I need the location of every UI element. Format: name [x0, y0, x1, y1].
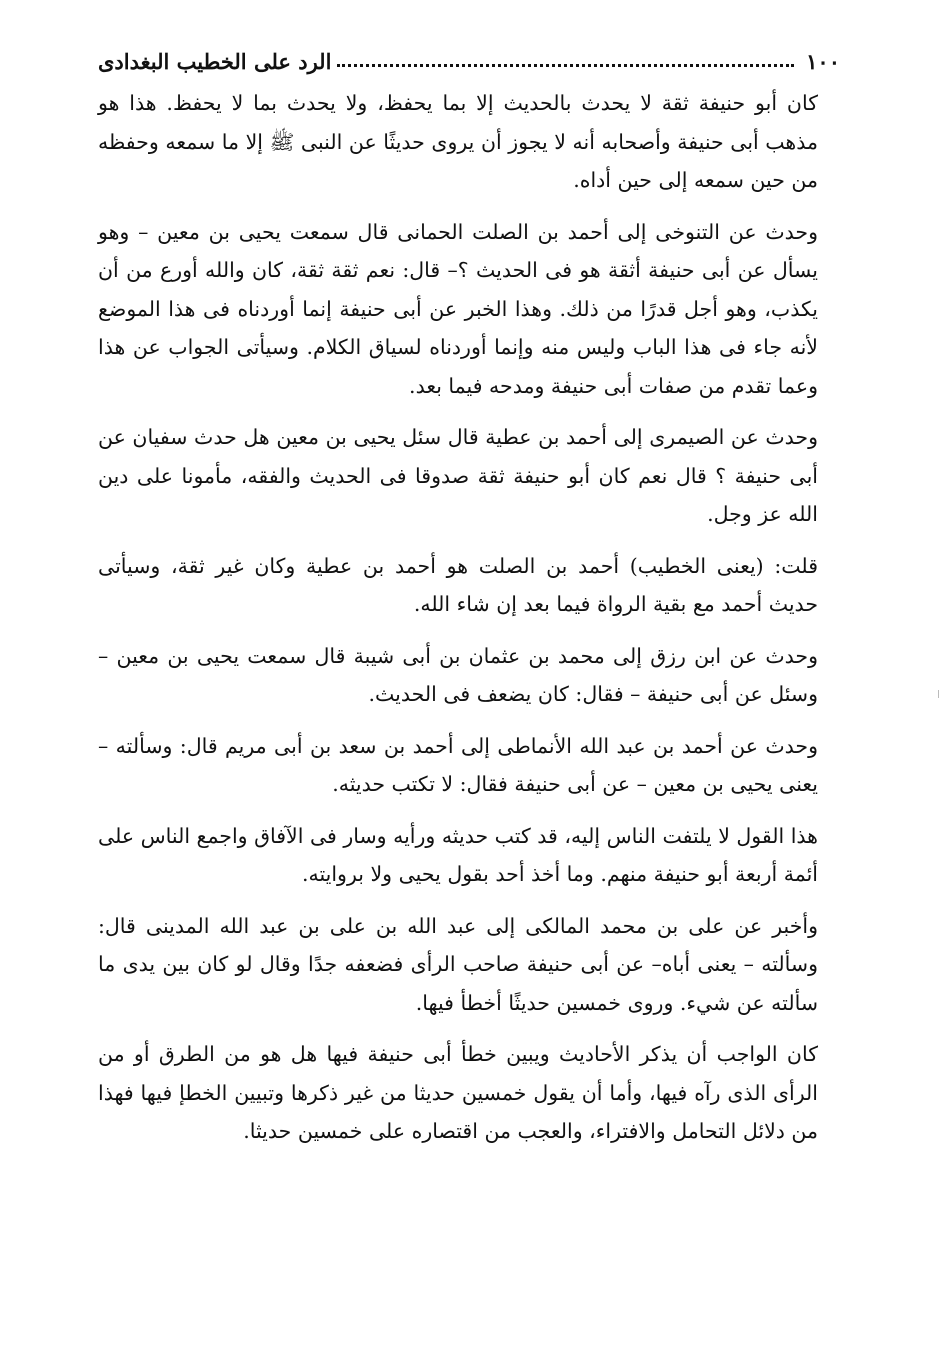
paragraph-4: قلت: (يعنى الخطيب) أحمد بن الصلت هو أحمد بن عطية وكان غير ثقة، وسيأتى حديث أحمد مع بقية الرواة فيما بعد إن شاء الله.	[98, 553, 818, 616]
running-title: الرد على الخطيب البغدادى	[98, 49, 332, 74]
page-header	[98, 38, 840, 74]
scan-margin-mark	[938, 690, 939, 698]
paragraph-9: كان الواجب أن يذكر الأحاديث ويبين خطأ أبى حنيفة فيها هل هو من الطرق أو من الرأى الذى رآه فيها، وأما أن يقول خمسين حديثا من غير ذكرها وتبيين الخطإ فيها فهذا من دلائل التحامل والافتراء، والعجب من اقتصاره على خمسين حديثا.	[98, 1042, 818, 1143]
page-number: ١٠٠	[806, 49, 840, 74]
paragraph-3: وحدث عن الصيمرى إلى أحمد بن عطية قال سئل يحيى بن معين هل حدث سفيان عن أبى حنيفة ؟ قال نعم كان أبو حنيفة ثقة صدوقا فى الحديث والفقه، مأمونا على دين الله عز وجل.	[98, 425, 818, 526]
body-text	[98, 84, 840, 1151]
paragraph-1: كان أبو حنيفة ثقة لا يحدث بالحديث إلا بما يحفظ، ولا يحدث بما لا يحفظ. هذا هو مذهب أبى حنيفة وأصحابه أنه لا يجوز أن يروى حديثًا عن النبى ﷺ إلا ما سمعه وحفظه من حين سمعه إلى حين أداه.	[98, 91, 818, 192]
dotted-leader	[337, 64, 794, 67]
book-page	[98, 38, 840, 1164]
paragraph-6: وحدث عن أحمد بن عبد الله الأنماطى إلى أحمد بن سعد بن أبى مريم قال: وسألته – يعنى يحيى بن معين – عن أبى حنيفة فقال: لا تكتب حديثه.	[98, 733, 818, 796]
paragraph-7: هذا القول لا يلتفت الناس إليه، قد كتب حديثه ورأيه وسار فى الآفاق واجمع الناس على أئمة أربعة أبو حنيفة منهم. وما أخذ أحد بقول يحيى ولا بروايته.	[98, 823, 818, 886]
paragraph-8: وأخبر عن على بن محمد المالكى إلى عبد الله بن على بن عبد الله المدينى قال: وسألته – يعنى أباه– عن أبى حنيفة صاحب الرأى فضعفه جدًا وقال لو كان بين يدى ما سألته عن شيء. وروى خمسين حديثًا أخطأ فيها.	[98, 913, 818, 1015]
paragraph-2: وحدث عن التنوخى إلى أحمد بن الصلت الحمانى قال سمعت يحيى بن معين – وهو يسأل عن أبى حنيفة أثقة هو فى الحديث ؟– قال: نعم ثقة ثقة، كان والله أورع من أن يكذب، وهو أجل قدرًا من ذلك. وهذا الخبر عن أبى حنيفة إنما أوردناه فى هذا الموضع لأنه جاء فى هذا الباب وليس منه وإنما أوردناه لسياق الكلام. وسيأتى الجواب عن هذا وعما تقدم من صفات أبى حنيفة ومدحه فيما بعد.	[98, 219, 818, 398]
paragraph-5: وحدث عن ابن رزق إلى محمد بن عثمان بن أبى شيبة قال سمعت يحيى بن معين – وسئل عن أبى حنيفة – فقال: كان يضعف فى الحديث.	[98, 643, 818, 706]
